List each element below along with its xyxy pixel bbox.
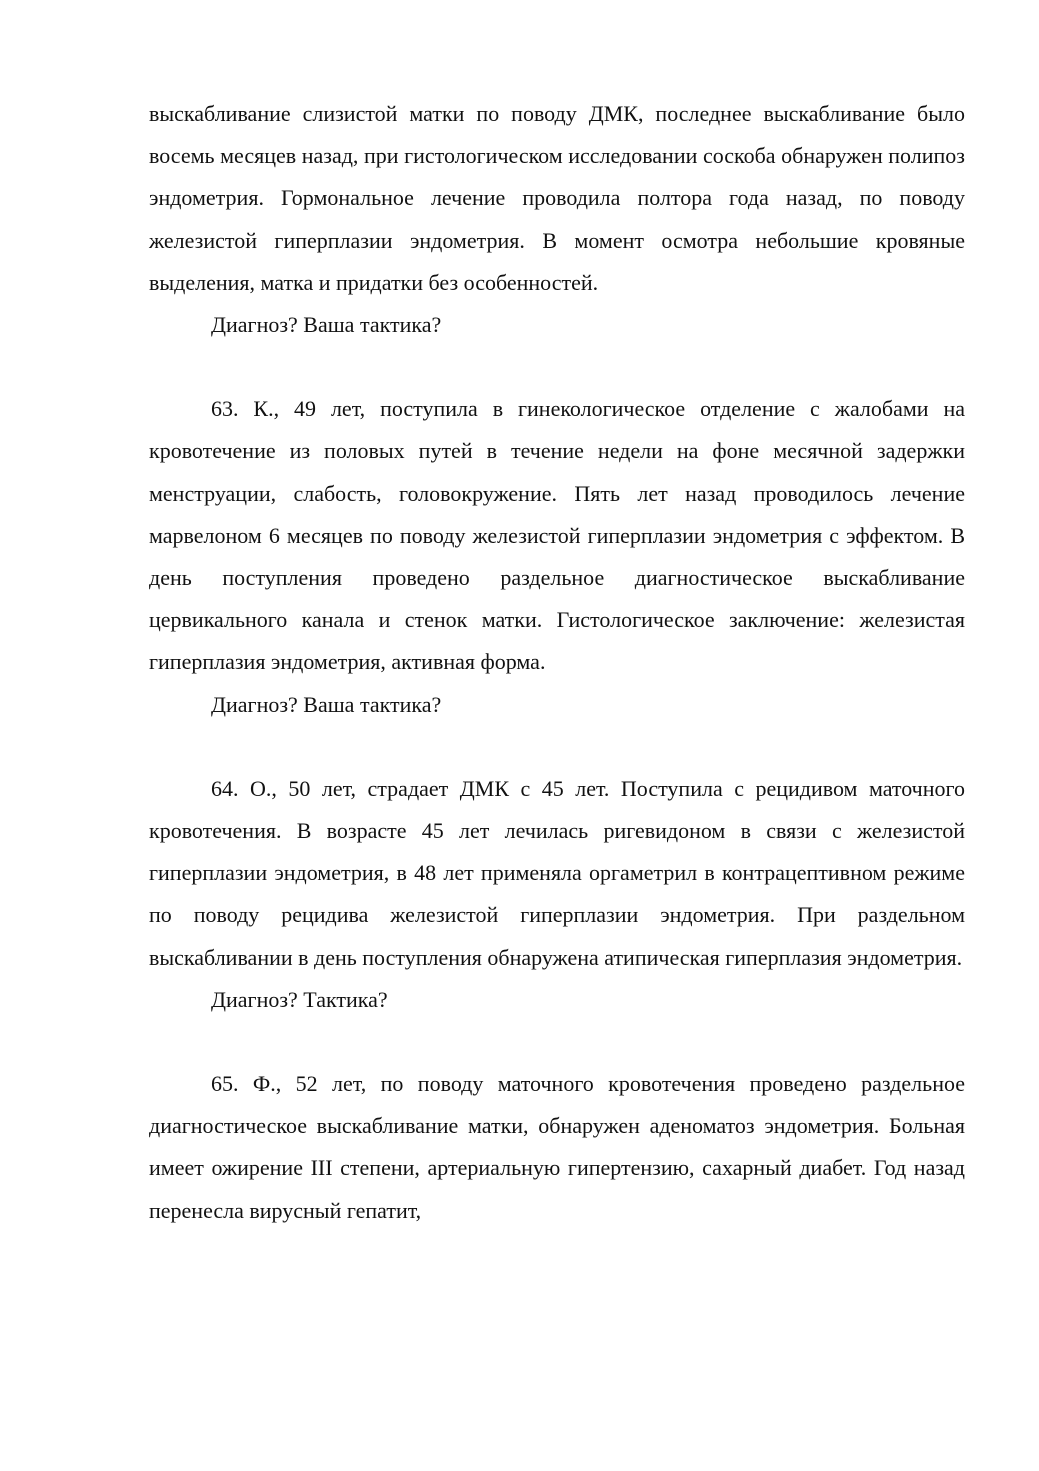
document-body: [149, 93, 965, 1232]
case-63-text: 63. К., 49 лет, поступила в гинекологическое отделение с жалобами на кровотечение из половых путей в течение недели на фоне месячной задержки менструации, слабость, головокружение. Пять лет назад проводилось лечение марвелоном 6 месяцев по поводу железистой гиперплазии эндометрия с эффектом. В день поступления проведено раздельное диагностическое выскабливание цервикального канала и стенок матки. Гистологическое заключение: железистая гиперплазия эндометрия, активная форма.: [149, 396, 965, 675]
case-continuation-text: выскабливание слизистой матки по поводу ДМК, последнее выскабливание было восемь месяцев назад, при гистологическом исследовании соскоба обнаружен полипоз эндометрия. Гормональное лечение проводила полтора года назад, по поводу железистой гиперплазии эндометрия. В момент осмотра небольшие кровяные выделения, матка и придатки без особенностей.: [149, 101, 965, 295]
case-65-text: 65. Ф., 52 лет, по поводу маточного кровотечения проведено раздельное диагностическое выскабливание матки, обнаружен аденоматоз эндометрия. Больная имеет ожирение III степени, артериальную гипертензию, сахарный диабет. Год назад перенесла вирусный гепатит,: [149, 1071, 965, 1223]
case-63-question: Диагноз? Ваша тактика?: [211, 691, 442, 717]
paragraph-spacer: [149, 726, 965, 768]
paragraph-spacer: [149, 346, 965, 388]
case-64-text: 64. О., 50 лет, страдает ДМК с 45 лет. Поступила с рецидивом маточного кровотечения. В возрасте 45 лет лечилась ригевидоном в связи с железистой гиперплазии эндометрия, в 48 лет применяла оргаметрил в контрацептивном режиме по поводу рецидива железистой гиперплазии эндометрия. При раздельном выскабливании в день поступления обнаружена атипическая гиперплазия эндометрия.: [149, 775, 965, 970]
paragraph-spacer: [149, 1021, 965, 1063]
case-question: Диагноз? Ваша тактика?: [211, 312, 442, 338]
case-64-question: Диагноз? Тактика?: [211, 986, 388, 1012]
